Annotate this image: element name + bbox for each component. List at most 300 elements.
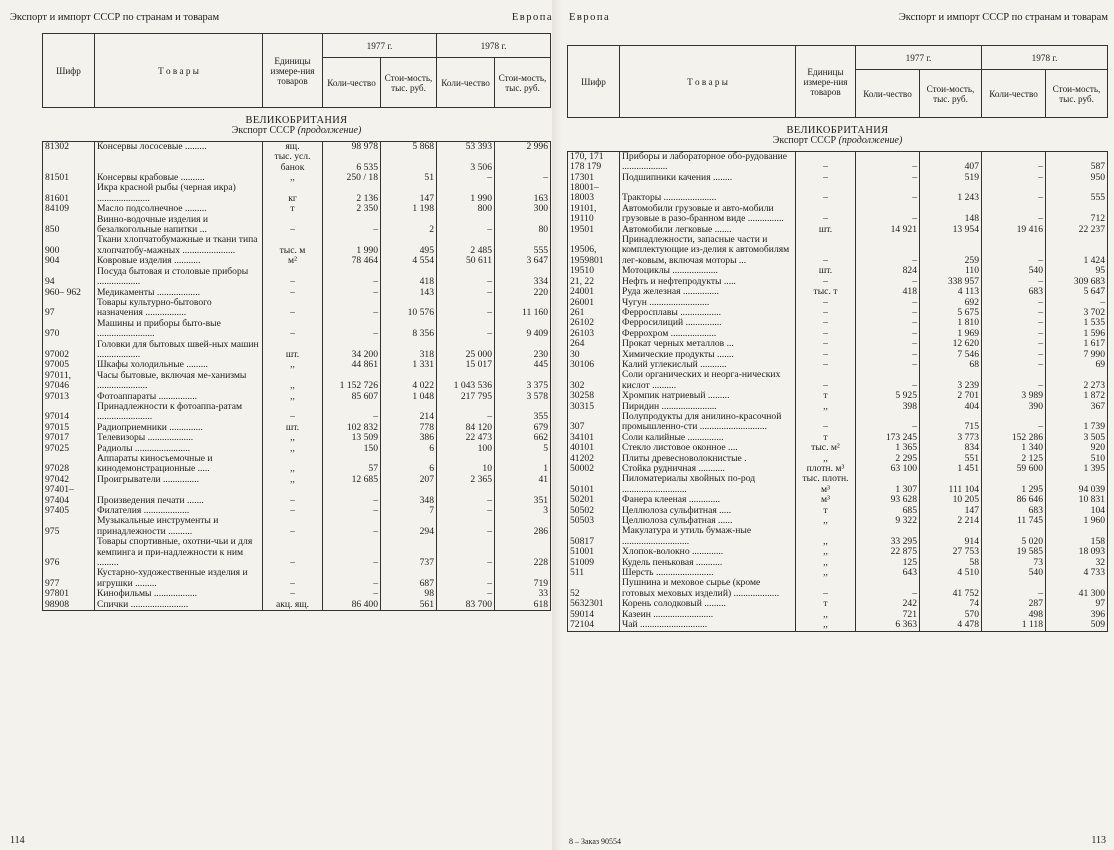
row-qty-1978: – [982,235,1046,266]
row-code: 41202 [568,454,620,464]
row-qty-1977: 2 136 [323,183,381,204]
row-qty-1978: – [437,319,495,340]
row-qty-1977: 44 861 [323,360,381,370]
table-row [568,151,1108,172]
row-value-1978: 158 [1046,526,1108,547]
row-unit: ,, [796,568,856,578]
right-page-number: 113 [1091,835,1106,846]
row-qty-1978: – [982,204,1046,225]
row-value-1978: 396 [1046,610,1108,620]
row-value-1977: 214 [381,402,437,423]
row-goods: Шкафы холодильные ......... [95,360,263,370]
row-code: 84109 [43,204,95,214]
row-value-1977: 715 [920,412,982,433]
row-unit: – [796,578,856,599]
row-value-1978: 5 [495,444,551,454]
right-trade-table [567,45,1108,632]
row-value-1978: 351 [495,485,551,506]
row-goods: Калий углекислый ........... [620,360,796,370]
row-value-1977: 7 546 [920,350,982,360]
row-goods: Химические продукты ....... [620,350,796,360]
row-value-1977: 386 [381,433,437,443]
row-code: 34101 [568,433,620,443]
header-code: Шифр [43,34,95,108]
row-value-1978: 1 395 [1046,464,1108,474]
row-qty-1978: 152 286 [982,433,1046,443]
row-qty-1977: 1 365 [856,443,920,453]
row-code: 26103 [568,329,620,339]
section-note: (продолжение) [838,135,903,147]
row-value-1977: 13 954 [920,225,982,235]
row-unit: – [796,235,856,266]
row-code: 97014 [43,402,95,423]
row-value-1977: 687 [381,568,437,589]
row-qty-1977: – [323,267,381,288]
row-goods: Соли органических и неорга-нических кислот .......... [620,370,796,391]
row-qty-1977: 86 400 [323,600,381,611]
row-unit: – [263,537,323,568]
row-qty-1977: 721 [856,610,920,620]
row-code: 5632301 [568,599,620,609]
row-unit: ,, [796,526,856,547]
header-goods: Т о в а р ы [620,46,796,118]
row-value-1977: 1 048 [381,392,437,402]
right-table-body [568,151,1108,631]
row-value-1978: 18 093 [1046,547,1108,557]
row-value-1978: – [495,173,551,183]
row-value-1978: 719 [495,568,551,589]
row-goods: Хлопок-волокно ............. [620,547,796,557]
row-unit: ,, [263,371,323,392]
row-value-1978: 94 039 [1046,474,1108,495]
row-qty-1978: – [982,318,1046,328]
row-goods: Радиоприемники .............. [95,423,263,433]
row-unit: ,, [263,444,323,454]
row-code: 52 [568,578,620,599]
row-value-1977: 207 [381,475,437,485]
row-unit: – [796,204,856,225]
row-value-1978: 3 375 [495,371,551,392]
row-value-1977: 1 451 [920,464,982,474]
row-goods: Руда железная ............... [620,287,796,297]
row-value-1978: 228 [495,537,551,568]
row-goods: Ткани хлопчатобумажные и ткани типа хлопчатобу-мажных ...................... [95,235,263,256]
row-value-1978: 22 237 [1046,225,1108,235]
row-qty-1978: – [437,267,495,288]
row-goods: Фотоаппараты ................ [95,392,263,402]
row-qty-1977: – [856,370,920,391]
row-qty-1977: – [323,402,381,423]
section-note: (продолжение) [297,125,362,137]
row-value-1977: 4 022 [381,371,437,392]
row-unit: – [796,412,856,433]
row-unit: – [263,267,323,288]
row-qty-1978: 800 [437,204,495,214]
row-value-1977: 7 [381,506,437,516]
row-goods: Произведения печати ....... [95,485,263,506]
row-value-1978: 286 [495,516,551,537]
header-qty-1978: Коли-чество [982,70,1046,118]
row-qty-1977: 1 152 726 [323,371,381,392]
row-qty-1977: 5 925 [856,391,920,401]
row-value-1978: 1 960 [1046,516,1108,526]
row-code: 261 [568,308,620,318]
row-unit: ящ. [263,141,323,152]
row-code: 30106 [568,360,620,370]
row-unit: ,, [796,402,856,412]
row-unit: плотн. м³ [796,464,856,474]
row-goods: Целлюлоза сульфитная ..... [620,506,796,516]
row-goods: Ферросплавы ................. [620,308,796,318]
row-value-1977: 10 205 [920,495,982,505]
row-goods: Винно-водочные изделия и безалкогольные напитки ... [95,215,263,236]
row-qty-1978: 540 [982,266,1046,276]
row-goods: Головки для бытовых швей-ных машин .................. [95,340,263,361]
row-qty-1978: 1 043 536 [437,371,495,392]
row-qty-1978: 19 416 [982,225,1046,235]
row-qty-1977: 1 990 [323,235,381,256]
row-value-1977: 4 478 [920,620,982,631]
row-qty-1977: – [323,589,381,599]
row-value-1978: 10 831 [1046,495,1108,505]
row-qty-1977: – [856,329,920,339]
row-qty-1977: 685 [856,506,920,516]
row-code: 24001 [568,287,620,297]
row-value-1978: 1 596 [1046,329,1108,339]
left-page-number: 114 [10,835,25,846]
row-unit: – [263,506,323,516]
row-qty-1978: – [982,350,1046,360]
row-value-1978: 41 300 [1046,578,1108,599]
row-qty-1977: 1 307 [856,474,920,495]
table-row [43,267,551,288]
row-qty-1977: – [856,360,920,370]
row-qty-1978: – [437,215,495,236]
row-value-1977: 6 [381,454,437,475]
row-qty-1978: 540 [982,568,1046,578]
row-code: 97011, 97046 [43,371,95,392]
row-goods: Радиолы ....................... [95,444,263,454]
row-qty-1978: – [982,183,1046,204]
row-code: 97017 [43,433,95,443]
table-row [568,474,1108,495]
row-value-1977: 1 198 [381,204,437,214]
row-qty-1978: 1 340 [982,443,1046,453]
row-qty-1977: 242 [856,599,920,609]
row-qty-1978: 59 600 [982,464,1046,474]
row-qty-1978: – [982,298,1046,308]
row-code: 26102 [568,318,620,328]
header-value-1978: Стои-мость, тыс. руб. [1046,70,1108,118]
row-goods: Спички ........................ [95,600,263,611]
table-row [43,568,551,589]
table-row [568,173,1108,183]
row-qty-1977: – [856,151,920,172]
table-row [568,526,1108,547]
row-qty-1978: – [982,329,1046,339]
row-value-1978: 41 [495,475,551,485]
row-goods: Автомобили легковые ....... [620,225,796,235]
row-goods: Казеин ......................... [620,610,796,620]
row-qty-1977: – [856,298,920,308]
row-goods: Консервы крабовые .......... [95,173,263,183]
row-code: 307 [568,412,620,433]
row-unit: ,, [263,475,323,485]
row-value-1977: 561 [381,600,437,611]
row-goods: Чугун ......................... [620,298,796,308]
row-unit: шт. [263,340,323,361]
row-qty-1977: 34 200 [323,340,381,361]
row-code: 50101 [568,474,620,495]
row-unit: – [263,288,323,298]
row-value-1977: 1 331 [381,360,437,370]
row-code: 976 [43,537,95,568]
header-unit: Единицы измере-ния товаров [796,46,856,118]
row-goods: Икра красной рыбы (черная икра) ...................... [95,183,263,204]
row-value-1978: 587 [1046,151,1108,172]
row-value-1977: 12 620 [920,339,982,349]
row-qty-1978: 11 745 [982,516,1046,526]
row-value-1978: 3 647 [495,256,551,266]
row-value-1977: 1 969 [920,329,982,339]
row-qty-1977: 2 350 [323,204,381,214]
header-value-1977: Стои-мость, тыс. руб. [381,58,437,108]
table-row [568,287,1108,297]
row-unit: – [796,183,856,204]
row-value-1978: 1 535 [1046,318,1108,328]
row-qty-1977: 98 978 [323,141,381,152]
row-unit: ,, [796,620,856,631]
row-qty-1977: 125 [856,558,920,568]
row-qty-1977: 824 [856,266,920,276]
header-unit: Единицы измере-ния товаров [263,34,323,108]
row-value-1978: 163 [495,183,551,204]
row-qty-1977: – [323,215,381,236]
row-goods: Принадлежности к фотоаппа-ратам ....................... [95,402,263,423]
row-unit: ,, [796,454,856,464]
row-qty-1977: – [856,339,920,349]
row-value-1977: 41 752 [920,578,982,599]
row-goods: Проигрыватели ............... [95,475,263,485]
row-value-1977: 98 [381,589,437,599]
row-value-1977: 294 [381,516,437,537]
row-qty-1978: 683 [982,287,1046,297]
row-code: 904 [43,256,95,266]
row-unit: – [796,318,856,328]
row-goods: Нефть и нефтепродукты ..... [620,277,796,287]
row-code: 30258 [568,391,620,401]
row-code: 50201 [568,495,620,505]
row-code [43,152,95,173]
row-qty-1977: – [856,277,920,287]
row-qty-1978: 10 [437,454,495,475]
row-value-1977: 10 576 [381,298,437,319]
row-value-1978: 555 [495,235,551,256]
row-code: 97005 [43,360,95,370]
table-row [568,578,1108,599]
row-unit: – [263,568,323,589]
row-value-1978: 950 [1046,173,1108,183]
row-qty-1978: 25 000 [437,340,495,361]
row-code: 97801 [43,589,95,599]
row-code: 97025 [43,444,95,454]
table-row [568,620,1108,631]
section-country: ВЕЛИКОБРИТАНИЯ [245,115,348,126]
row-qty-1977: 2 295 [856,454,920,464]
row-goods: Подшипники качения ........ [620,173,796,183]
row-unit: – [796,370,856,391]
row-qty-1978: 5 020 [982,526,1046,547]
row-code: 51001 [568,547,620,557]
row-qty-1978: – [982,308,1046,318]
row-value-1977: 404 [920,402,982,412]
row-value-1978: 7 990 [1046,350,1108,360]
row-qty-1977: – [856,204,920,225]
header-value-1978: Стои-мость, тыс. руб. [495,58,551,108]
row-qty-1977: 14 921 [856,225,920,235]
row-qty-1978: 217 795 [437,392,495,402]
section-country: ВЕЛИКОБРИТАНИЯ [786,125,889,136]
row-qty-1977: – [323,568,381,589]
row-unit: ,, [263,433,323,443]
row-goods: Филателия ................... [95,506,263,516]
row-qty-1978: – [437,288,495,298]
print-order-note: 8 – Заказ 90554 [569,837,622,846]
row-value-1978: 1 617 [1046,339,1108,349]
row-unit: – [263,589,323,599]
row-value-1978: 300 [495,204,551,214]
row-qty-1978: – [982,339,1046,349]
row-qty-1978: 390 [982,402,1046,412]
row-value-1978: 1 424 [1046,235,1108,266]
row-qty-1978: – [437,506,495,516]
row-goods: Пушнина и меховое сырье (кроме готовых меховых изделий) ................... [620,578,796,599]
row-unit: ,, [796,558,856,568]
section-heading [568,118,1108,152]
row-unit: ,, [263,360,323,370]
row-value-1977: 692 [920,298,982,308]
row-qty-1978: – [437,485,495,506]
row-qty-1977: 12 685 [323,475,381,485]
row-unit: т [796,433,856,443]
row-goods: Кудель пеньковая ........... [620,558,796,568]
row-value-1977: 4 510 [920,568,982,578]
row-qty-1978: – [982,277,1046,287]
row-value-1977: 495 [381,235,437,256]
row-qty-1977: 33 295 [856,526,920,547]
row-value-1978: 11 160 [495,298,551,319]
table-row [43,537,551,568]
left-region: Европа [511,12,553,23]
row-qty-1977: – [856,173,920,183]
row-qty-1977: – [323,537,381,568]
row-qty-1978: 84 120 [437,423,495,433]
row-qty-1977: – [323,288,381,298]
table-row [43,235,551,256]
row-value-1978: 104 [1046,506,1108,516]
row-goods: Товары спортивные, охотни-чьи и для кемпинга и при-надлежности к ним ......... [95,537,263,568]
header-year-1978: 1978 г. [982,46,1108,70]
row-code: 97042 [43,475,95,485]
row-value-1977: 143 [381,288,437,298]
row-unit: ,, [263,392,323,402]
row-unit: тыс. плотн. м³ [796,474,856,495]
table-row [43,319,551,340]
row-code: 59014 [568,610,620,620]
row-qty-1977: 78 464 [323,256,381,266]
row-code: 19501 [568,225,620,235]
row-goods: Мотоциклы ................... [620,266,796,276]
row-goods: Аппараты киносъемочные и кинодемонстрационные ..... [95,454,263,475]
row-unit: – [263,485,323,506]
row-value-1977: 570 [920,610,982,620]
row-value-1978: 220 [495,288,551,298]
row-code: 50817 [568,526,620,547]
row-value-1977: 737 [381,537,437,568]
row-value-1977: 147 [381,183,437,204]
row-value-1978: 3 [495,506,551,516]
table-row [43,600,551,611]
row-unit: – [796,151,856,172]
row-qty-1978: – [437,298,495,319]
row-code: 970 [43,319,95,340]
row-code: 97002 [43,340,95,361]
header-year-1977: 1977 г. [856,46,982,70]
row-qty-1978: – [982,173,1046,183]
row-code: 900 [43,235,95,256]
row-unit: – [263,215,323,236]
row-goods: Музыкальные инструменты и принадлежности .......... [95,516,263,537]
right-table-header [568,46,1108,118]
row-value-1977: 5 675 [920,308,982,318]
row-value-1977: 27 753 [920,547,982,557]
row-code: 19101, 19110 [568,204,620,225]
right-running-head: Экспорт и импорт СССР по странам и товарам [898,12,1108,23]
row-value-1978: 4 733 [1046,568,1108,578]
row-value-1977: 111 104 [920,474,982,495]
row-qty-1978: – [437,537,495,568]
row-goods: Масло подсолнечное ......... [95,204,263,214]
row-value-1978: 3 505 [1046,433,1108,443]
row-goods: Ковровые изделия ........... [95,256,263,266]
left-running-head: Экспорт и импорт СССР по странам и товарам [10,12,220,23]
row-goods: Кинофильмы .................. [95,589,263,599]
row-code: 94 [43,267,95,288]
row-value-1978: 2 996 [495,141,551,152]
row-code: 302 [568,370,620,391]
row-value-1978: 3 578 [495,392,551,402]
row-value-1977: 1 243 [920,183,982,204]
table-row [43,215,551,236]
row-value-1978: 69 [1046,360,1108,370]
row-qty-1978: 19 585 [982,547,1046,557]
row-value-1978: 9 409 [495,319,551,340]
row-unit: т [796,391,856,401]
row-goods: Чай ............................ [620,620,796,631]
row-qty-1977: 643 [856,568,920,578]
table-row [43,485,551,506]
row-qty-1977: – [856,350,920,360]
row-value-1978: 32 [1046,558,1108,568]
table-row [568,370,1108,391]
row-qty-1978: 1 295 [982,474,1046,495]
row-qty-1978: – [437,568,495,589]
row-code: 97015 [43,423,95,433]
row-value-1977 [381,152,437,173]
row-value-1978: 1 872 [1046,391,1108,401]
row-qty-1978: 83 700 [437,600,495,611]
row-qty-1977: 63 100 [856,464,920,474]
